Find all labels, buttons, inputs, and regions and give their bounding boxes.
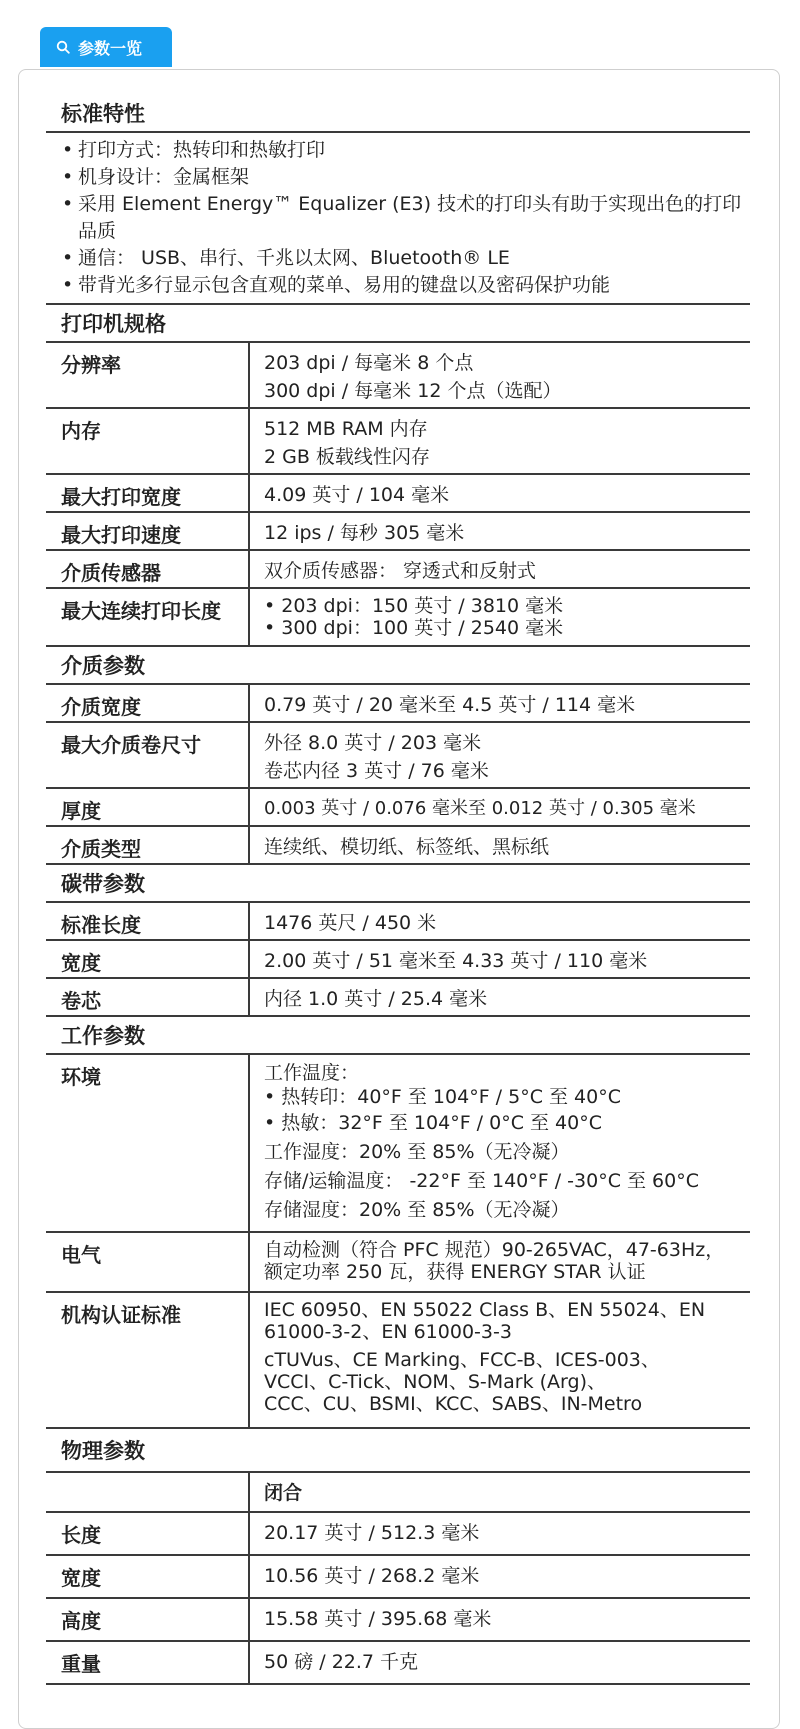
row-value: 2.00 英寸 / 51 毫米至 4.33 英寸 / 110 毫米 — [264, 950, 648, 972]
table-row — [46, 979, 750, 1017]
row-label: 长度 — [46, 1513, 250, 1554]
row-value: 15.58 英寸 / 395.68 毫米 — [264, 1608, 492, 1630]
table-row — [46, 1233, 750, 1293]
section-title-standard: 标准特性 — [46, 95, 750, 133]
row-label: 最大打印速度 — [46, 513, 250, 549]
row-label: 介质宽度 — [46, 685, 250, 721]
table-row — [46, 513, 750, 551]
table-row — [46, 343, 750, 409]
table-row — [46, 1055, 750, 1233]
row-label — [46, 1473, 250, 1511]
row-value: 4.09 英寸 / 104 毫米 — [264, 484, 450, 506]
table-row — [46, 1599, 750, 1642]
list-item: • 通信： USB、串行、千兆以太网、Bluetooth® LE — [62, 247, 510, 269]
row-label: 高度 — [46, 1599, 250, 1640]
row-value: 双介质传感器： 穿透式和反射式 — [264, 560, 537, 582]
column-header-closed: 闭合 — [264, 1482, 303, 1504]
section-title-operating: 工作参数 — [46, 1017, 750, 1055]
row-label: 卷芯 — [46, 979, 250, 1015]
row-value: 20.17 英寸 / 512.3 毫米 — [264, 1522, 480, 1544]
table-row — [46, 789, 750, 827]
row-label: 分辨率 — [46, 343, 250, 407]
table-row — [46, 1293, 750, 1429]
spec-document — [46, 95, 750, 1685]
tab-label: 参数一览 — [78, 38, 143, 58]
row-value: 203 dpi / 每毫米 8 个点 300 dpi / 每毫米 12 个点（选配） — [264, 352, 562, 402]
section-title-ribbon: 碳带参数 — [46, 865, 750, 903]
standard-feature-list — [46, 133, 750, 305]
row-value: 512 MB RAM 内存 2 GB 板载线性闪存 — [264, 418, 430, 468]
row-label: 重量 — [46, 1642, 250, 1683]
row-label: 厚度 — [46, 789, 250, 825]
table-row — [46, 475, 750, 513]
list-item: • 采用 Element Energy™ Equalizer (E3) 技术的打印头有助于实现出色的打印品质 — [62, 193, 742, 242]
tab-specs-overview[interactable] — [40, 27, 172, 67]
list-item: • 机身设计：金属框架 — [62, 166, 250, 188]
section-title-media: 介质参数 — [46, 647, 750, 685]
row-label: 最大打印宽度 — [46, 475, 250, 511]
row-label: 最大连续打印长度 — [46, 589, 250, 645]
table-row — [46, 941, 750, 979]
row-label: 最大介质卷尺寸 — [46, 723, 250, 787]
row-label: 宽度 — [46, 941, 250, 977]
table-row — [46, 551, 750, 589]
row-value: 连续纸、模切纸、标签纸、黑标纸 — [264, 836, 550, 858]
row-value: 12 ips / 每秒 305 毫米 — [264, 522, 465, 544]
row-value: 0.79 英寸 / 20 毫米至 4.5 英寸 / 114 毫米 — [264, 694, 636, 716]
row-value: 10.56 英寸 / 268.2 毫米 — [264, 1565, 480, 1587]
table-row — [46, 903, 750, 941]
table-row — [46, 1513, 750, 1556]
row-value: 0.003 英寸 / 0.076 毫米至 0.012 英寸 / 0.305 毫米 — [264, 798, 696, 819]
row-value: 自动检测（符合 PFC 规范）90-265VAC，47-63Hz， 额定功率 250 瓦，获得 ENERGY STAR 认证 — [264, 1239, 725, 1283]
section-title-printer: 打印机规格 — [46, 305, 750, 343]
table-row — [46, 827, 750, 865]
row-value: 50 磅 / 22.7 千克 — [264, 1651, 419, 1673]
row-label: 环境 — [46, 1055, 250, 1231]
table-row — [46, 409, 750, 475]
table-row — [46, 685, 750, 723]
row-value: 外径 8.0 英寸 / 203 毫米 卷芯内径 3 英寸 / 76 毫米 — [264, 732, 489, 782]
row-value: 内径 1.0 英寸 / 25.4 毫米 — [264, 988, 488, 1010]
section-title-physical: 物理参数 — [46, 1429, 750, 1473]
row-label: 标准长度 — [46, 903, 250, 939]
search-icon — [56, 40, 70, 54]
row-value: 工作温度： • 热转印：40°F 至 104°F / 5°C 至 40°C • 热敏：32°F 至 104°F / 0°C 至 40°C 工作湿度：20% 至 85%（无冷凝） 存储/运输温度： -22°F 至 140°F / -30°C 至 60°C 存储湿度：20% 至 85%（无冷凝） — [264, 1062, 699, 1221]
list-item: • 打印方式：热转印和热敏打印 — [62, 139, 326, 161]
row-value: 1476 英尺 / 450 米 — [264, 912, 437, 934]
table-row — [46, 589, 750, 647]
row-value: IEC 60950、EN 55022 Class B、EN 55024、EN 61000-3-2、EN 61000-3-3 cTUVus、CE Marking、FCC-B、ICES-003、 VCCI、C-Tick、NOM、S-Mark (Arg)、 CCC、CU、BSMI、KCC、SABS、IN-Metro — [264, 1299, 706, 1415]
row-value: • 203 dpi：150 英寸 / 3810 毫米 • 300 dpi：100 英寸 / 2540 毫米 — [264, 595, 564, 639]
row-label: 内存 — [46, 409, 250, 473]
table-row — [46, 1556, 750, 1599]
list-item: • 带背光多行显示包含直观的菜单、易用的键盘以及密码保护功能 — [62, 274, 611, 296]
table-subheader-row — [46, 1473, 750, 1513]
row-label: 介质传感器 — [46, 551, 250, 587]
table-row — [46, 723, 750, 789]
row-label: 机构认证标准 — [46, 1293, 250, 1427]
row-label: 宽度 — [46, 1556, 250, 1597]
row-label: 电气 — [46, 1233, 250, 1291]
row-label: 介质类型 — [46, 827, 250, 863]
table-row — [46, 1642, 750, 1685]
